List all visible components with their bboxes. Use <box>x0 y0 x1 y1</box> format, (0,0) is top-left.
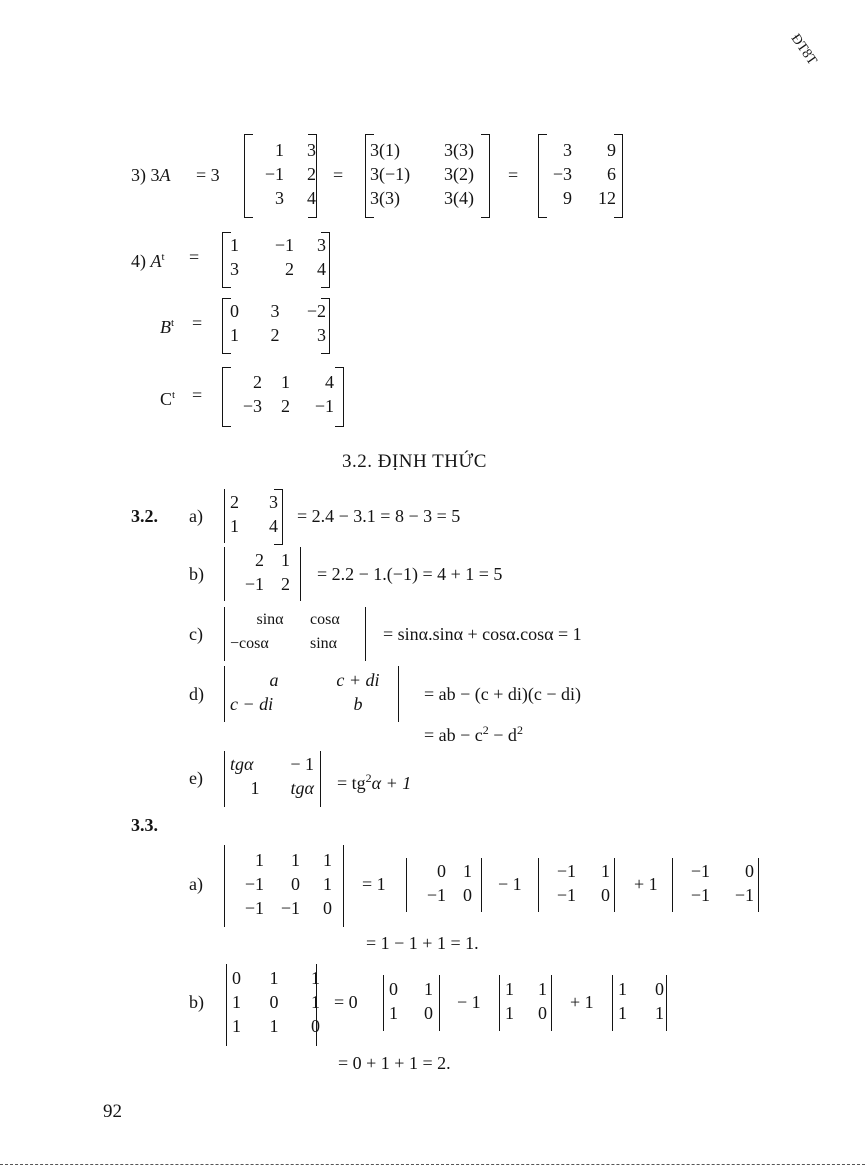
ex32-b-label: b) <box>189 564 204 584</box>
det-33b-minor3: 1 0 1 1 <box>618 979 664 1023</box>
det-bar-right <box>300 547 301 601</box>
det-32a: 2 3 1 4 <box>230 492 278 536</box>
ex32-d-rhs2: = ab − $c^2 - d^2$ <box>424 723 523 745</box>
corner-mark: ĐT8T <box>787 31 820 69</box>
det-bar-right <box>614 858 615 912</box>
det-32d: a c + di c − di b <box>230 670 380 714</box>
matrix-3a-result: 3 9 −3 6 9 12 <box>552 140 616 208</box>
page-number: 92 <box>103 1101 122 1122</box>
ex33-a-eq: = 1 <box>362 874 386 894</box>
det-bar-left <box>224 751 225 807</box>
det-33b-minor2: 1 1 1 0 <box>505 979 547 1023</box>
det-33b-minor1: 0 1 1 0 <box>389 979 433 1023</box>
matrix-b-transpose: 0 3 −2 1 2 3 <box>230 301 326 345</box>
det-33b: 0 1 1 1 0 1 1 1 0 <box>232 968 320 1036</box>
bracket-right <box>321 232 330 288</box>
ex32-e-rhs: = $tg^2\alpha + 1$ <box>337 771 412 793</box>
det-bar-left <box>224 666 225 722</box>
det-bar-left <box>226 964 227 1046</box>
section-title: 3.2. ĐỊNH THỨC <box>342 451 487 472</box>
matrix-c-transpose: 2 1 4 −3 2 −1 <box>242 372 334 416</box>
item3-eq: = 3 <box>196 165 220 185</box>
item3-eq3: = <box>508 165 519 185</box>
ex32-b-rhs: = 2.2 − 1.(−1) = 4 + 1 = 5 <box>317 564 503 584</box>
bracket-right <box>614 134 623 218</box>
det-bar-right <box>274 489 283 545</box>
det-33a-minor1: 0 1 −1 0 <box>426 861 472 905</box>
det-bar-right <box>666 975 667 1031</box>
det-bar-left <box>406 858 407 912</box>
det-bar-right <box>365 607 366 661</box>
ex33-a-result: = 1 − 1 + 1 = 1. <box>366 933 479 953</box>
ex32-a-rhs: = 2.4 − 3.1 = 8 − 3 = 5 <box>297 506 461 526</box>
ex32-label: 3.2. <box>131 506 158 526</box>
det-bar-left <box>224 845 225 927</box>
det-bar-left <box>224 547 225 601</box>
ex33-b-eq: = 0 <box>334 992 358 1012</box>
ex32-d-rhs1: = ab − (c + di)(c − di) <box>424 684 582 704</box>
ex33-a-minus: − 1 <box>498 874 522 894</box>
bracket-right <box>335 367 344 427</box>
ex33-b-label: b) <box>189 992 204 1012</box>
ex33-b-minus: − 1 <box>457 992 481 1012</box>
matrix-a-transpose: 1 −1 3 3 2 4 <box>230 235 326 279</box>
ex32-a-label: a) <box>189 506 203 526</box>
det-bar-left <box>383 975 384 1031</box>
bt-eq: = <box>192 313 203 333</box>
bracket-right <box>321 298 330 354</box>
bt-label: $B^t$ <box>160 317 175 337</box>
det-bar-right <box>320 751 321 807</box>
bracket-right <box>308 134 317 218</box>
det-bar-left <box>224 489 225 543</box>
det-bar-right <box>758 858 759 912</box>
ex32-c-label: c) <box>189 624 203 644</box>
ex32-c-rhs: = sinα.sinα + cosα.cosα = 1 <box>383 624 582 644</box>
det-bar-right <box>551 975 552 1031</box>
det-bar-left <box>672 858 673 912</box>
ex33-a-label: a) <box>189 874 203 894</box>
ex33-b-plus: + 1 <box>570 992 594 1012</box>
det-bar-right <box>481 858 482 912</box>
det-bar-right <box>343 845 344 927</box>
det-bar-right <box>398 666 399 722</box>
ex32-d-label: d) <box>189 684 204 704</box>
det-bar-left <box>612 975 613 1031</box>
item4-label: 4) $A^t$ <box>131 251 165 271</box>
item3-label: 3) 3A <box>131 165 171 185</box>
det-bar-left <box>538 858 539 912</box>
det-bar-right <box>316 964 317 1046</box>
det-32e: tgα − 1 1 tgα <box>230 754 314 798</box>
det-bar-left <box>224 607 225 661</box>
ex33-a-plus: + 1 <box>634 874 658 894</box>
bottom-rule <box>0 1164 865 1165</box>
det-33a: 1 1 1 −1 0 1 −1 −1 0 <box>244 850 332 918</box>
det-32c: sinα cosα −cosα sinα <box>230 611 340 652</box>
ex33-b-result: = 0 + 1 + 1 = 2. <box>338 1053 451 1073</box>
item4-eq: = <box>189 247 200 267</box>
item3-eq2: = <box>333 165 344 185</box>
matrix-3a-expanded: 3(1) 3(3) 3(−1) 3(2) 3(3) 3(4) <box>370 140 474 208</box>
ct-eq: = <box>192 385 203 405</box>
ct-label: $C^t$ <box>160 389 176 409</box>
det-32b: 2 1 −1 2 <box>244 550 290 594</box>
det-33a-minor2: −1 1 −1 0 <box>556 861 610 905</box>
det-bar-left <box>499 975 500 1031</box>
det-33a-minor3: −1 0 −1 −1 <box>690 861 754 905</box>
ex32-e-label: e) <box>189 768 203 788</box>
matrix-3a: 1 3 −1 2 3 4 <box>264 140 316 208</box>
bracket-right <box>481 134 490 218</box>
ex33-label: 3.3. <box>131 815 158 835</box>
det-bar-right <box>439 975 440 1031</box>
